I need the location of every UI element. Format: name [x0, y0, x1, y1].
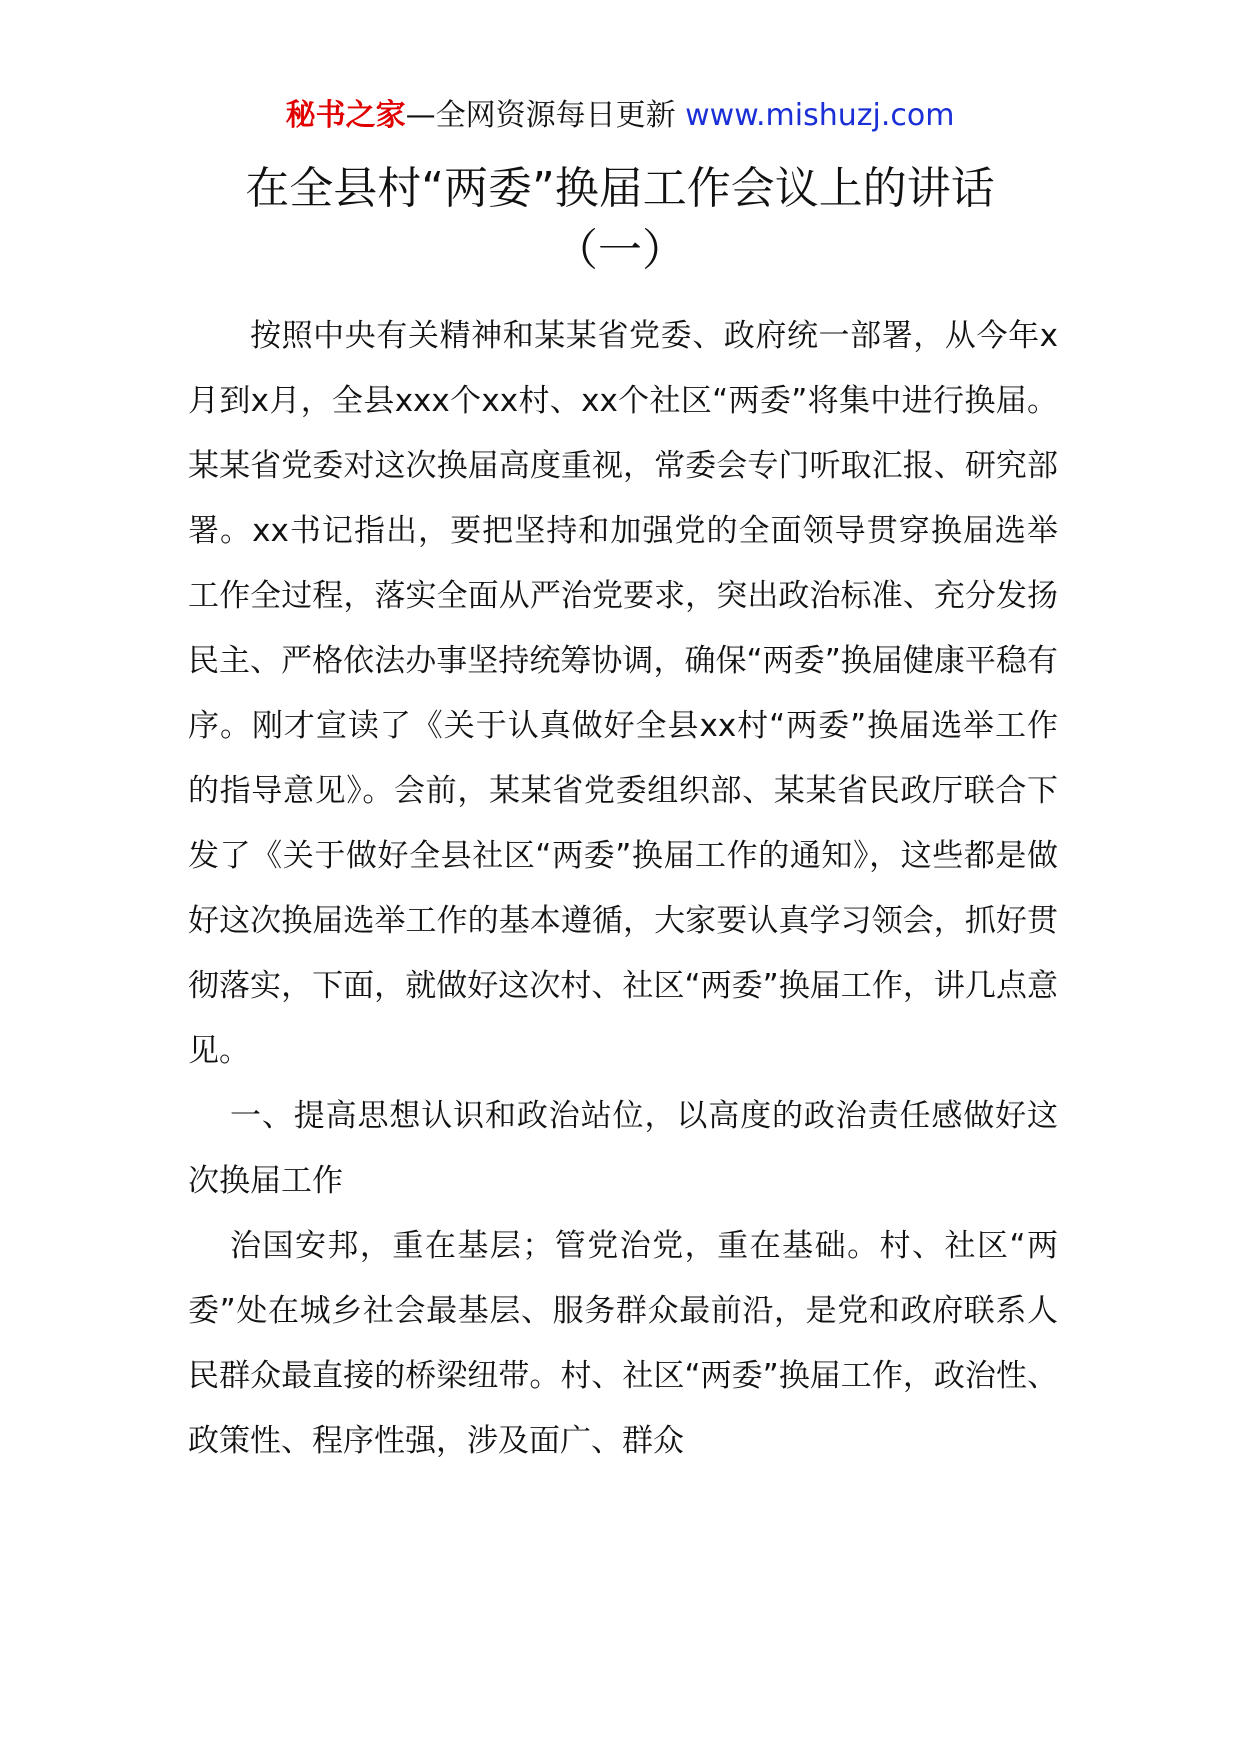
body-paragraph-1: 按照中央有关精神和某某省党委、政府统一部署，从今年x月到x月，全县xxx个xx村、xx个社区“两委”将集中进行换届。某某省党委对这次换届高度重视，常委会专门听取汇报、研究部署。xx书记指出，要把坚持和加强党的全面领导贯穿换届选举工作全过程，落实全面从严治党要求，突出政治标准、充分发扬民主、严格依法办事坚持统筹协调，确保“两委”换届健康平稳有序。刚才宣读了《关于认真做好全县xx村“两委”换届选举工作的指导意见》。会前，某某省党委组织部、某某省民政厅联合下发了《关于做好全县社区“两委”换届工作的通知》，这些都是做好这次换届选举工作的基本遵循，大家要认真学习领会，抓好贯彻落实，下面，就做好这次村、社区“两委”换届工作，讲几点意见。	[188, 318, 1058, 1069]
document-title	[150, 158, 1090, 282]
brand-name: 秘书之家	[285, 98, 406, 133]
body-paragraph-2: 治国安邦，重在基层；管党治党，重在基础。村、社区“两委”处在城乡社会最基层、服务群众最前沿，是党和政府联系人民群众最直接的桥梁纽带。村、社区“两委”换届工作，政治性、政策性、程序性强，涉及面广、群众	[188, 1228, 1058, 1459]
header-tagline: —全网资源每日更新	[405, 98, 686, 133]
site-url-link[interactable]: www.mishuzj.com	[685, 98, 955, 133]
title-line-main: 在全县村“两委”换届工作会议上的讲话	[245, 163, 995, 214]
document-body	[188, 304, 1058, 1474]
section-heading-1: 一、提高思想认识和政治站位，以高度的政治责任感做好这次换届工作	[188, 1098, 1058, 1199]
site-header	[0, 96, 1240, 136]
title-line-sub: （一）	[554, 225, 686, 276]
